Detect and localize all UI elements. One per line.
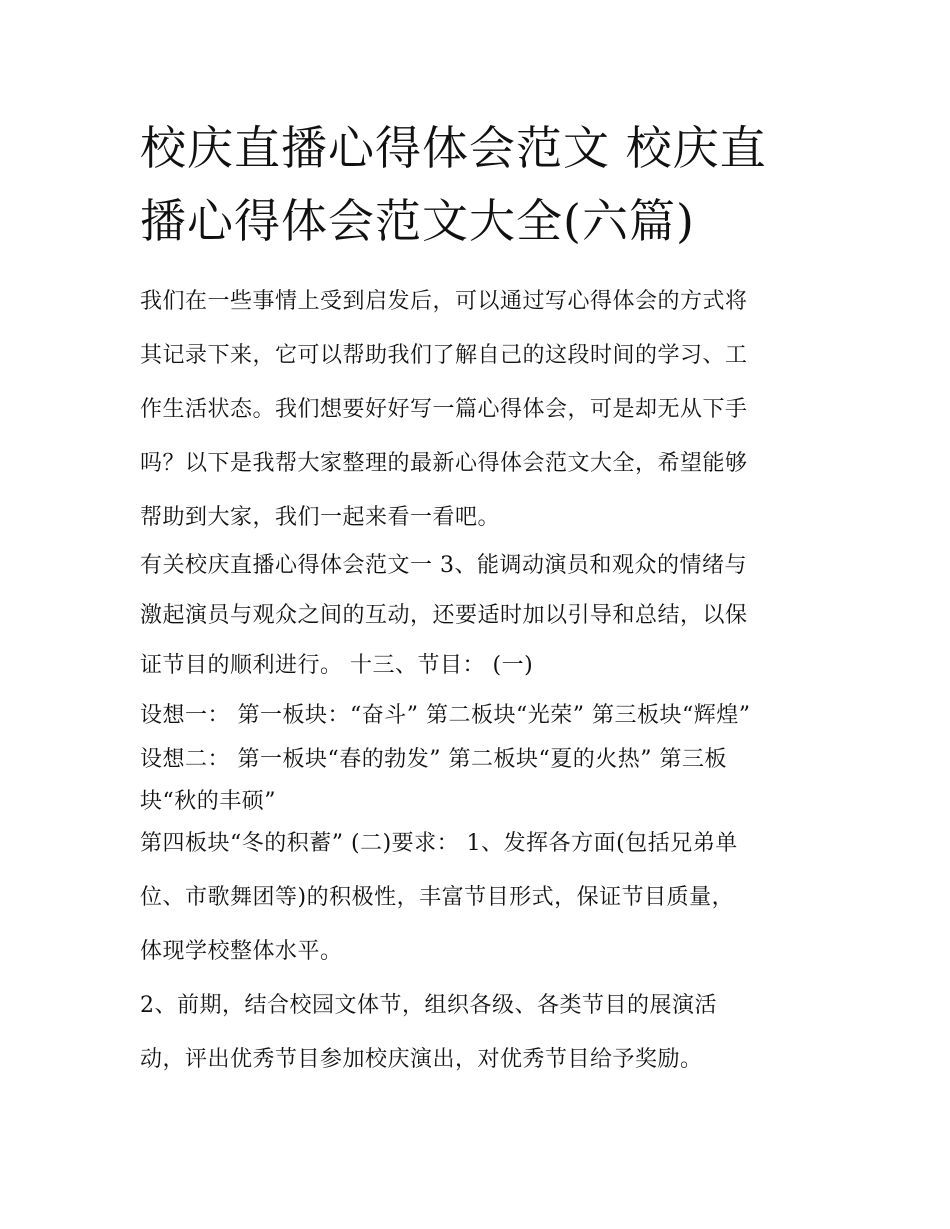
body-line-11: 块“秋的丰硕”: [140, 789, 276, 814]
body-line-7: 激起演员与观众之间的互动，还要适时加以引导和总结，以保: [140, 603, 748, 628]
body-line-5: 帮助到大家，我们一起来看一看吧。: [140, 505, 501, 530]
body-line-9: 设想一： 第一板块：“奋斗” 第二板块“光荣” 第三板块“辉煌”: [140, 703, 751, 728]
document-body: [140, 280, 830, 1092]
body-line-16: 动，评出优秀节目参加校庆演出，对优秀节目给予奖励。: [140, 1047, 703, 1072]
body-line-2: 其记录下来，它可以帮助我们了解自己的这段时间的学习、工: [140, 343, 748, 368]
title-line-2: 播心得体会范文大全(六篇): [140, 194, 695, 248]
body-line-1: 我们在一些事情上受到启发后，可以通过写心得体会的方式将: [140, 289, 748, 314]
body-line-15: 2、前期，结合校园文体节，组织各级、各类节目的展演活: [140, 993, 717, 1018]
body-line-13: 位、市歌舞团等)的积极性，丰富节目形式，保证节目质量，: [140, 885, 735, 910]
body-line-14: 体现学校整体水平。: [140, 939, 343, 964]
title-line-1: 校庆直播心得体会范文 校庆直: [140, 121, 767, 175]
body-line-12: 第四板块“冬的积蓄” (二)要求： 1、发挥各方面(包括兄弟单: [140, 831, 738, 856]
body-line-4: 吗？以下是我帮大家整理的最新心得体会范文大全，希望能够: [140, 451, 748, 476]
body-line-10: 设想二： 第一板块“春的勃发” 第二板块“夏的火热” 第三板: [140, 747, 727, 772]
document-title: [140, 112, 820, 258]
body-line-6: 有关校庆直播心得体会范文一 3、能调动演员和观众的情绪与: [140, 553, 747, 578]
body-line-3: 作生活状态。我们想要好好写一篇心得体会，可是却无从下手: [140, 397, 748, 422]
body-line-8: 证节目的顺利进行。 十三、节目： (一): [140, 653, 534, 678]
